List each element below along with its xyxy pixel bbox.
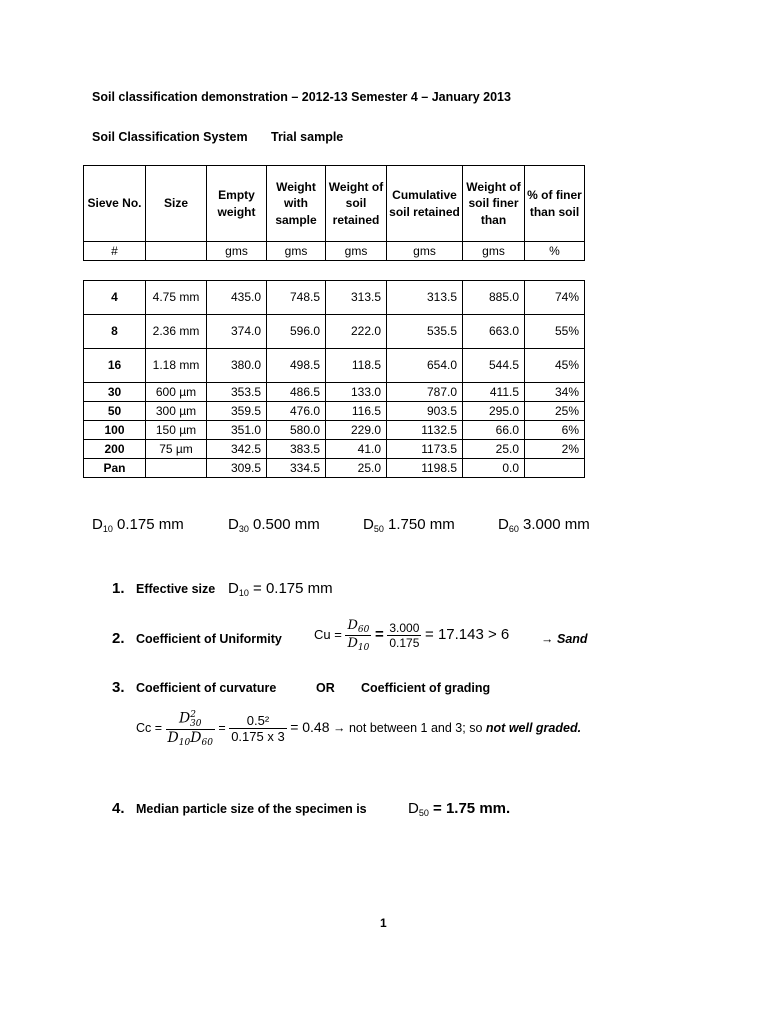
table-cell: 116.5 [326,402,387,421]
table-cell: 66.0 [463,421,525,440]
col-header: Size [146,166,207,242]
table-cell: 25.0 [326,459,387,478]
table-cell: 30 [84,383,146,402]
uniformity-conclusion [541,632,588,646]
table-cell: 1173.5 [387,440,463,459]
table-cell: 6% [525,421,585,440]
table-cell [525,459,585,478]
or-label: OR [316,681,335,695]
sample-label: Trial sample [271,130,344,144]
col-header: Cumulative soil retained [387,166,463,242]
table-cell: 100 [84,421,146,440]
d60-value: $D_{60}$ 3.000 mm [498,516,590,534]
col-header: Empty weight [207,166,267,242]
table-cell: 2% [525,440,585,459]
cu-result: = 17.143 > 6 [425,625,510,643]
cc-result: = 0.48 [290,719,330,736]
table-cell: 50 [84,402,146,421]
table-row [84,383,585,402]
median-label: Median particle size of the specimen is [136,802,367,816]
table-cell: 25.0 [463,440,525,459]
cc-note: → not between 1 and 3; so [333,721,483,736]
table-cell: 596.0 [267,315,326,349]
table-cell: 1132.5 [387,421,463,440]
sand-text: Sand [556,632,588,646]
d30-value: $D_{30}$ 0.500 mm [228,516,320,534]
cc-value-fraction [229,713,287,744]
table-cell: 435.0 [207,281,267,315]
table-cell: 535.5 [387,315,463,349]
table-cell: 1.18 mm [146,349,207,383]
table-cell: 74% [525,281,585,315]
sieve-data-table [83,280,585,478]
table-cell: 787.0 [387,383,463,402]
table-cell: 300 µm [146,402,207,421]
cu-symbolic-fraction: $\frac{D_{60}}{D_{10}}$ [347,618,370,653]
cu-numerator: 3.000 [389,621,420,635]
table-cell: 34% [525,383,585,402]
table-cell: 748.5 [267,281,326,315]
table-cell: 383.5 [267,440,326,459]
table-cell: 222.0 [326,315,387,349]
d10-value: $D_{10}$ 0.175 mm [92,516,184,534]
median-text: = 1.75 mm. [433,800,511,817]
unit-cell [146,242,207,261]
table-cell: 885.0 [463,281,525,315]
table-cell: 353.5 [207,383,267,402]
table-cell: Pan [84,459,146,478]
cc-symbolic-fraction: $\frac{D^2_{30}}{D_{10}D_{60}}$ [167,710,213,748]
table-cell: 1198.5 [387,459,463,478]
effective-size-text: = 0.175 mm [253,580,333,597]
unit-cell: gms [207,242,267,261]
table-cell: 2.36 mm [146,315,207,349]
table-cell: 486.5 [267,383,326,402]
d50-text: 1.750 mm [388,516,455,533]
unit-cell: gms [387,242,463,261]
header-table [83,165,585,261]
item-number: 1. [112,580,125,597]
table-cell: 654.0 [387,349,463,383]
curvature-label: Coefficient of curvature [136,681,277,695]
table-cell: 45% [525,349,585,383]
effective-size-value: $D_{10} = 0.175$ mm [228,580,333,598]
table-cell: 380.0 [207,349,267,383]
table-cell: 600 µm [146,383,207,402]
d60-text: 3.000 mm [523,516,590,533]
cu-denominator: 0.175 [389,636,420,650]
arrow-icon: → [541,632,554,646]
unit-cell: % [525,242,585,261]
table-cell: 334.5 [267,459,326,478]
table-cell: 75 µm [146,440,207,459]
unit-cell: gms [267,242,326,261]
table-cell: 0.0 [463,459,525,478]
table-cell: 313.5 [387,281,463,315]
table-cell: 313.5 [326,281,387,315]
table-row [84,281,585,315]
table-cell: 580.0 [267,421,326,440]
table-cell: 903.5 [387,402,463,421]
table-cell: 295.0 [463,402,525,421]
table-cell: 25% [525,402,585,421]
table-cell: 663.0 [463,315,525,349]
item-number: 2. [112,630,125,647]
table-cell: 309.5 [207,459,267,478]
curvature-formula: Cc = $\frac{D^2_{30}}{D_{10}D_{60}}$ = $\frac{\text{0.5²}}{0.175 x 3}$ = 0.48 → not between 1 and 3; so not well graded. [136,710,582,748]
table-cell: 351.0 [207,421,267,440]
table-cell: 150 µm [146,421,207,440]
cc-denominator: 0.175 x 3 [231,729,285,745]
table-cell: 544.5 [463,349,525,383]
table-cell [146,459,207,478]
table-cell: 133.0 [326,383,387,402]
table-cell: 476.0 [267,402,326,421]
table-cell: 498.5 [267,349,326,383]
unit-cell: # [84,242,146,261]
cu-lhs: Cu = [314,626,342,642]
table-cell: 374.0 [207,315,267,349]
d50-value: $D_{50}$ 1.750 mm [363,516,455,534]
cc-numerator: 0.5² [229,713,287,729]
d30-text: 0.500 mm [253,516,320,533]
unit-cell: gms [463,242,525,261]
table-row [84,459,585,478]
table-cell: 359.5 [207,402,267,421]
item-number: 3. [112,679,125,696]
table-cell: 8 [84,315,146,349]
table-row [84,440,585,459]
not-well-graded-text: not well graded. [485,721,582,736]
uniformity-label: Coefficient of Uniformity [136,632,282,646]
grading-label: Coefficient of grading [361,681,491,695]
table-cell: 41.0 [326,440,387,459]
table-row [84,349,585,383]
table-cell: 200 [84,440,146,459]
median-value: $D_{50} = 1.75$ mm. [408,800,511,818]
col-header: % of finer than soil [525,166,585,242]
table-cell: 229.0 [326,421,387,440]
table-row [84,315,585,349]
table-cell: 4.75 mm [146,281,207,315]
col-header: Weight of soil finer than [463,166,525,242]
table-row [84,402,585,421]
cu-value-fraction [387,621,421,650]
document-title: Soil classification demonstration – 2012-13 Semester 4 – January 2013 [92,90,511,104]
col-header: Weight of soil retained [326,166,387,242]
table-cell: 16 [84,349,146,383]
table-cell: 55% [525,315,585,349]
unit-cell: gms [326,242,387,261]
d10-text: 0.175 mm [117,516,184,533]
page-number: 1 [380,916,387,930]
table-cell: 342.5 [207,440,267,459]
cc-lhs: Cc = [136,721,163,736]
col-header: Sieve No. [84,166,146,242]
uniformity-formula: Cu = $\frac{D_{60}}{D_{10}}$ = $\frac{3.000}{0.175}$ = 17.143 > 6 [314,618,510,653]
table-row [84,421,585,440]
item-number: 4. [112,800,125,817]
effective-size-label: Effective size [136,582,216,596]
col-header: Weight with sample [267,166,326,242]
table-cell: 4 [84,281,146,315]
table-cell: 118.5 [326,349,387,383]
system-label: Soil Classification System [92,130,248,144]
table-cell: 411.5 [463,383,525,402]
